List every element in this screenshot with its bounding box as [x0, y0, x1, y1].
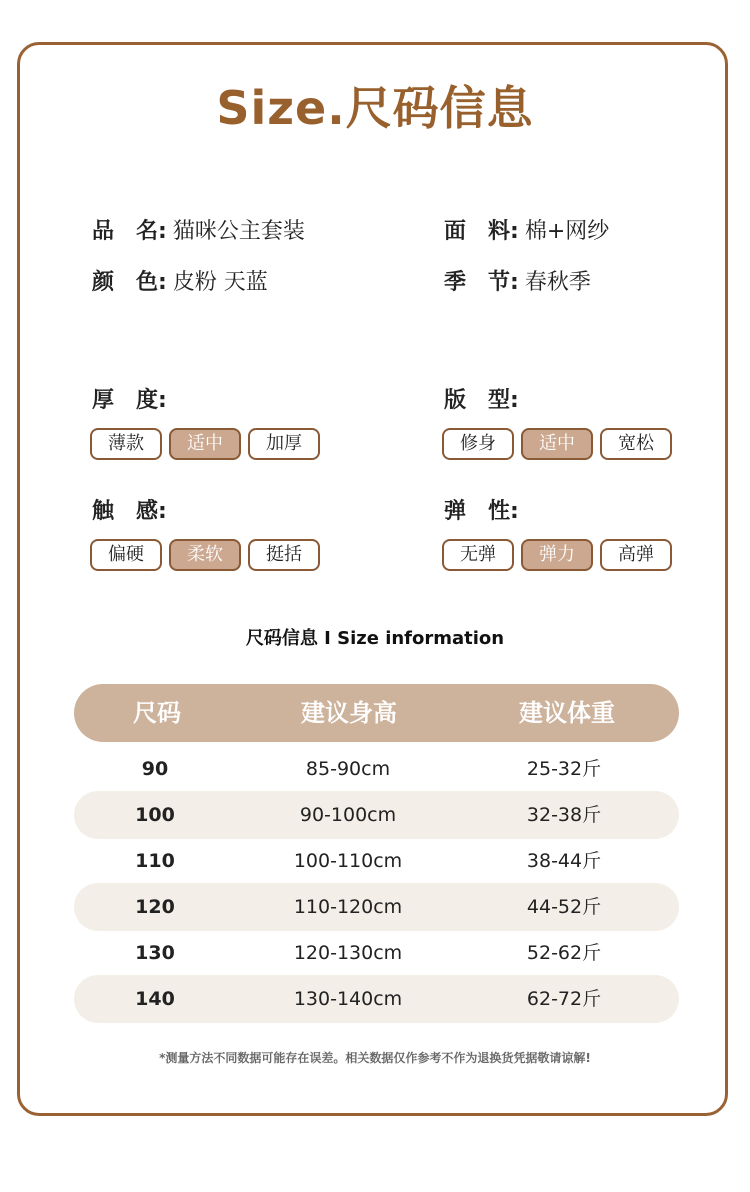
elasticity-option-high: 高弹	[600, 539, 672, 571]
table-row	[74, 975, 679, 1023]
season-value: 春秋季	[524, 270, 591, 295]
fabric-info	[444, 217, 609, 247]
cell-weight: 62-72斤	[526, 988, 602, 1010]
touch-option-soft: 柔软	[169, 539, 241, 571]
size-section-title: 尺码信息 I Size information	[245, 628, 505, 649]
elasticity-heading	[444, 497, 519, 527]
table-row	[74, 883, 679, 931]
cell-size: 90	[141, 758, 169, 780]
fit-option-loose: 宽松	[600, 428, 672, 460]
cell-weight: 32-38斤	[526, 804, 602, 826]
product-name-label: 品 名:	[92, 219, 167, 244]
fit-label: 版 型:	[444, 388, 519, 413]
table-row	[74, 745, 679, 793]
cell-size: 100	[135, 804, 175, 826]
table-row	[74, 791, 679, 839]
header-height: 建议身高	[301, 699, 397, 727]
cell-weight: 38-44斤	[526, 850, 602, 872]
elasticity-label: 弹 性:	[444, 499, 519, 524]
thickness-options	[90, 428, 327, 460]
cell-height: 120-130cm	[293, 942, 403, 964]
cell-size: 140	[135, 988, 175, 1010]
touch-heading	[92, 497, 167, 527]
header-weight: 建议体重	[519, 699, 615, 727]
elasticity-option-none: 无弹	[442, 539, 514, 571]
disclaimer-note: *测量方法不同数据可能存在误差。相关数据仅作参考不作为退换货凭据敬请谅解!	[159, 1051, 591, 1065]
page-title: Size.尺码信息	[216, 81, 534, 135]
size-table-header	[74, 684, 679, 742]
fabric-value: 棉+网纱	[524, 219, 610, 244]
cell-height: 110-120cm	[293, 896, 403, 918]
thickness-heading	[92, 386, 167, 416]
fit-option-slim: 修身	[442, 428, 514, 460]
cell-height: 85-90cm	[305, 758, 391, 780]
thickness-option-medium: 适中	[169, 428, 241, 460]
product-name-info	[92, 217, 305, 247]
table-row	[74, 837, 679, 885]
header-size: 尺码	[133, 699, 181, 727]
table-row	[74, 929, 679, 977]
fit-options	[442, 428, 679, 460]
fit-heading	[444, 386, 519, 416]
cell-weight: 44-52斤	[526, 896, 602, 918]
color-info	[92, 268, 268, 298]
cell-height: 100-110cm	[293, 850, 403, 872]
elasticity-option-stretch: 弹力	[521, 539, 593, 571]
product-name-value: 猫咪公主套装	[172, 219, 305, 244]
cell-size: 130	[135, 942, 175, 964]
elasticity-options	[442, 539, 679, 571]
touch-options	[90, 539, 327, 571]
cell-height: 90-100cm	[299, 804, 397, 826]
color-value: 皮粉 天蓝	[172, 270, 268, 295]
thickness-option-thick: 加厚	[248, 428, 320, 460]
thickness-label: 厚 度:	[92, 388, 167, 413]
fit-option-regular: 适中	[521, 428, 593, 460]
cell-weight: 52-62斤	[526, 942, 602, 964]
cell-height: 130-140cm	[293, 988, 403, 1010]
touch-option-crisp: 挺括	[248, 539, 320, 571]
touch-option-stiff: 偏硬	[90, 539, 162, 571]
cell-size: 110	[135, 850, 175, 872]
touch-label: 触 感:	[92, 499, 167, 524]
season-label: 季 节:	[444, 270, 519, 295]
color-label: 颜 色:	[92, 270, 167, 295]
thickness-option-thin: 薄款	[90, 428, 162, 460]
cell-size: 120	[135, 896, 175, 918]
season-info	[444, 268, 591, 298]
fabric-label: 面 料:	[444, 219, 519, 244]
cell-weight: 25-32斤	[526, 758, 602, 780]
